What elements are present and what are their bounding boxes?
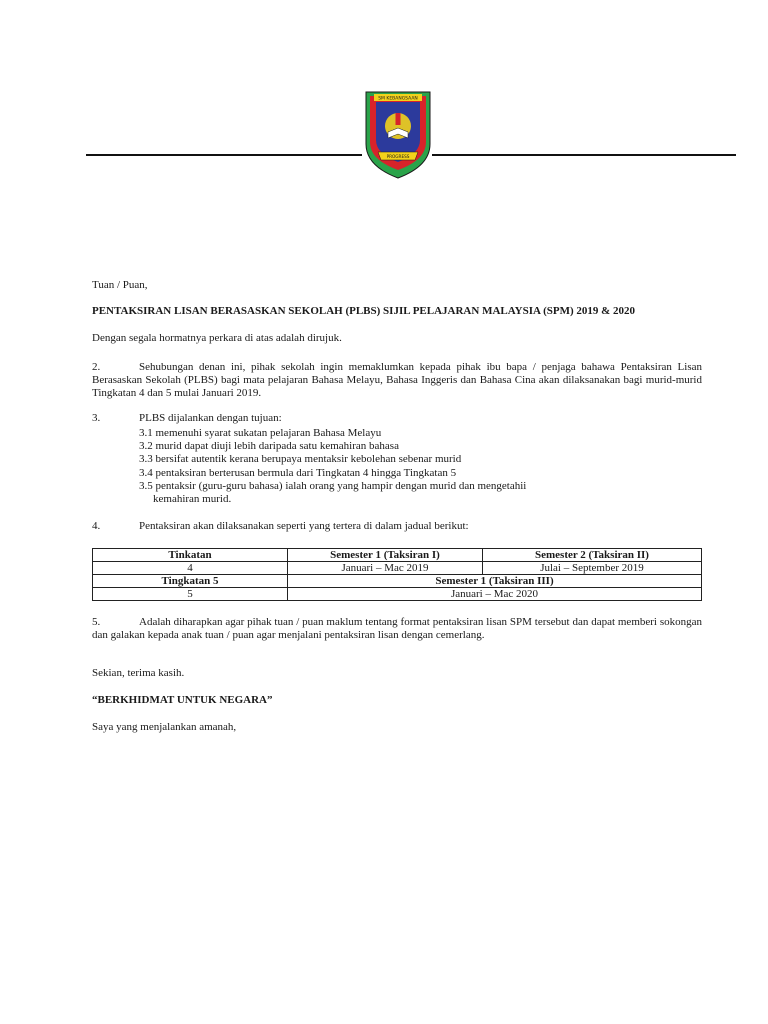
schedule-table bbox=[92, 548, 702, 601]
aims-list bbox=[139, 427, 526, 506]
list-item: 3.3 bersifat autentik kerana berupaya mentaksir kebolehan sebenar murid bbox=[139, 453, 462, 466]
table-cell: Januari – Mac 2020 bbox=[288, 588, 702, 601]
table-header-cell: Tinkatan bbox=[93, 549, 288, 562]
paragraph-3-text: PLBS dijalankan dengan tujuan: bbox=[139, 412, 282, 424]
paragraph-4-text: Pentaksiran akan dilaksanakan seperti yang tertera di dalam jadual berikut: bbox=[139, 520, 469, 532]
logo-ribbon-text: PROGRESS bbox=[386, 154, 410, 159]
list-item: 3.4 pentaksiran berterusan bermula dari Tingkatan 4 hingga Tingkatan 5 bbox=[139, 466, 457, 479]
table-header-cell: Semester 1 (Taksiran III) bbox=[288, 575, 702, 588]
list-item: 3.5 pentaksir (guru-guru bahasa) ialah orang yang hampir dengan murid dan mengetahii bbox=[139, 479, 527, 492]
paragraph-5 bbox=[92, 616, 702, 642]
header-rule-right bbox=[432, 154, 736, 156]
subject-line: PENTAKSIRAN LISAN BERASASKAN SEKOLAH (PLBS) SIJIL PELAJARAN MALAYSIA (SPM) 2019 & 2020 bbox=[92, 305, 636, 317]
salutation: Tuan / Puan, bbox=[92, 279, 148, 291]
opening-line: Dengan segala hormatnya perkara di atas adalah dirujuk. bbox=[92, 332, 342, 344]
table-row bbox=[93, 562, 702, 575]
list-item-continuation: kemahiran murid. bbox=[153, 493, 232, 506]
paragraph-2 bbox=[92, 361, 702, 400]
table-row bbox=[93, 575, 702, 588]
table-row bbox=[93, 588, 702, 601]
closing-line: Sekian, terima kasih. bbox=[92, 667, 185, 679]
table-cell: Julai – September 2019 bbox=[483, 562, 702, 575]
school-crest-logo bbox=[362, 86, 434, 180]
logo-top-text: SM KEBANGSAAN bbox=[378, 96, 418, 102]
table-header-cell: Tingkatan 5 bbox=[93, 575, 288, 588]
table-cell: Januari – Mac 2019 bbox=[288, 562, 483, 575]
list-item: 3.2 murid dapat diuji lebih daripada satu kemahiran bahasa bbox=[139, 440, 399, 453]
motto: “BERKHIDMAT UNTUK NEGARA” bbox=[92, 694, 273, 706]
table-header-cell: Semester 1 (Taksiran I) bbox=[288, 549, 483, 562]
table-header-cell: Semester 2 (Taksiran II) bbox=[483, 549, 702, 562]
paragraph-2-text: Sehubungan denan ini, pihak sekolah ingin memaklumkan kepada pihak ibu bapa / penjaga bahawa Pentaksiran Lisan Berasaskan Sekolah (PLBS) bagi mata pelajaran Bahasa Melayu, Bahasa Inggeris dan Bahasa Cina akan dilaksanakan bagi murid-murid Tingkatan 4 dan 5 mulai Januari 2019. bbox=[92, 361, 702, 399]
paragraph-5-text: Adalah diharapkan agar pihak tuan / puan maklum tentang format pentaksiran lisan SPM tersebut dan dapat memberi sokongan dan galakan kepada anak tuan / puan agar menjalani pentaksiran lisan dengan cemerlang. bbox=[92, 616, 702, 641]
header-rule-left bbox=[86, 154, 362, 156]
paragraph-2-number: 2. bbox=[92, 361, 101, 373]
table-row bbox=[93, 549, 702, 562]
list-item: 3.1 memenuhi syarat sukatan pelajaran Bahasa Melayu bbox=[139, 427, 382, 439]
table-cell: 4 bbox=[93, 562, 288, 575]
paragraph-5-number: 5. bbox=[92, 616, 101, 628]
paragraph-3-number: 3. bbox=[92, 412, 101, 424]
table-cell: 5 bbox=[93, 588, 288, 601]
sign-off: Saya yang menjalankan amanah, bbox=[92, 721, 237, 733]
paragraph-4-number: 4. bbox=[92, 520, 101, 532]
